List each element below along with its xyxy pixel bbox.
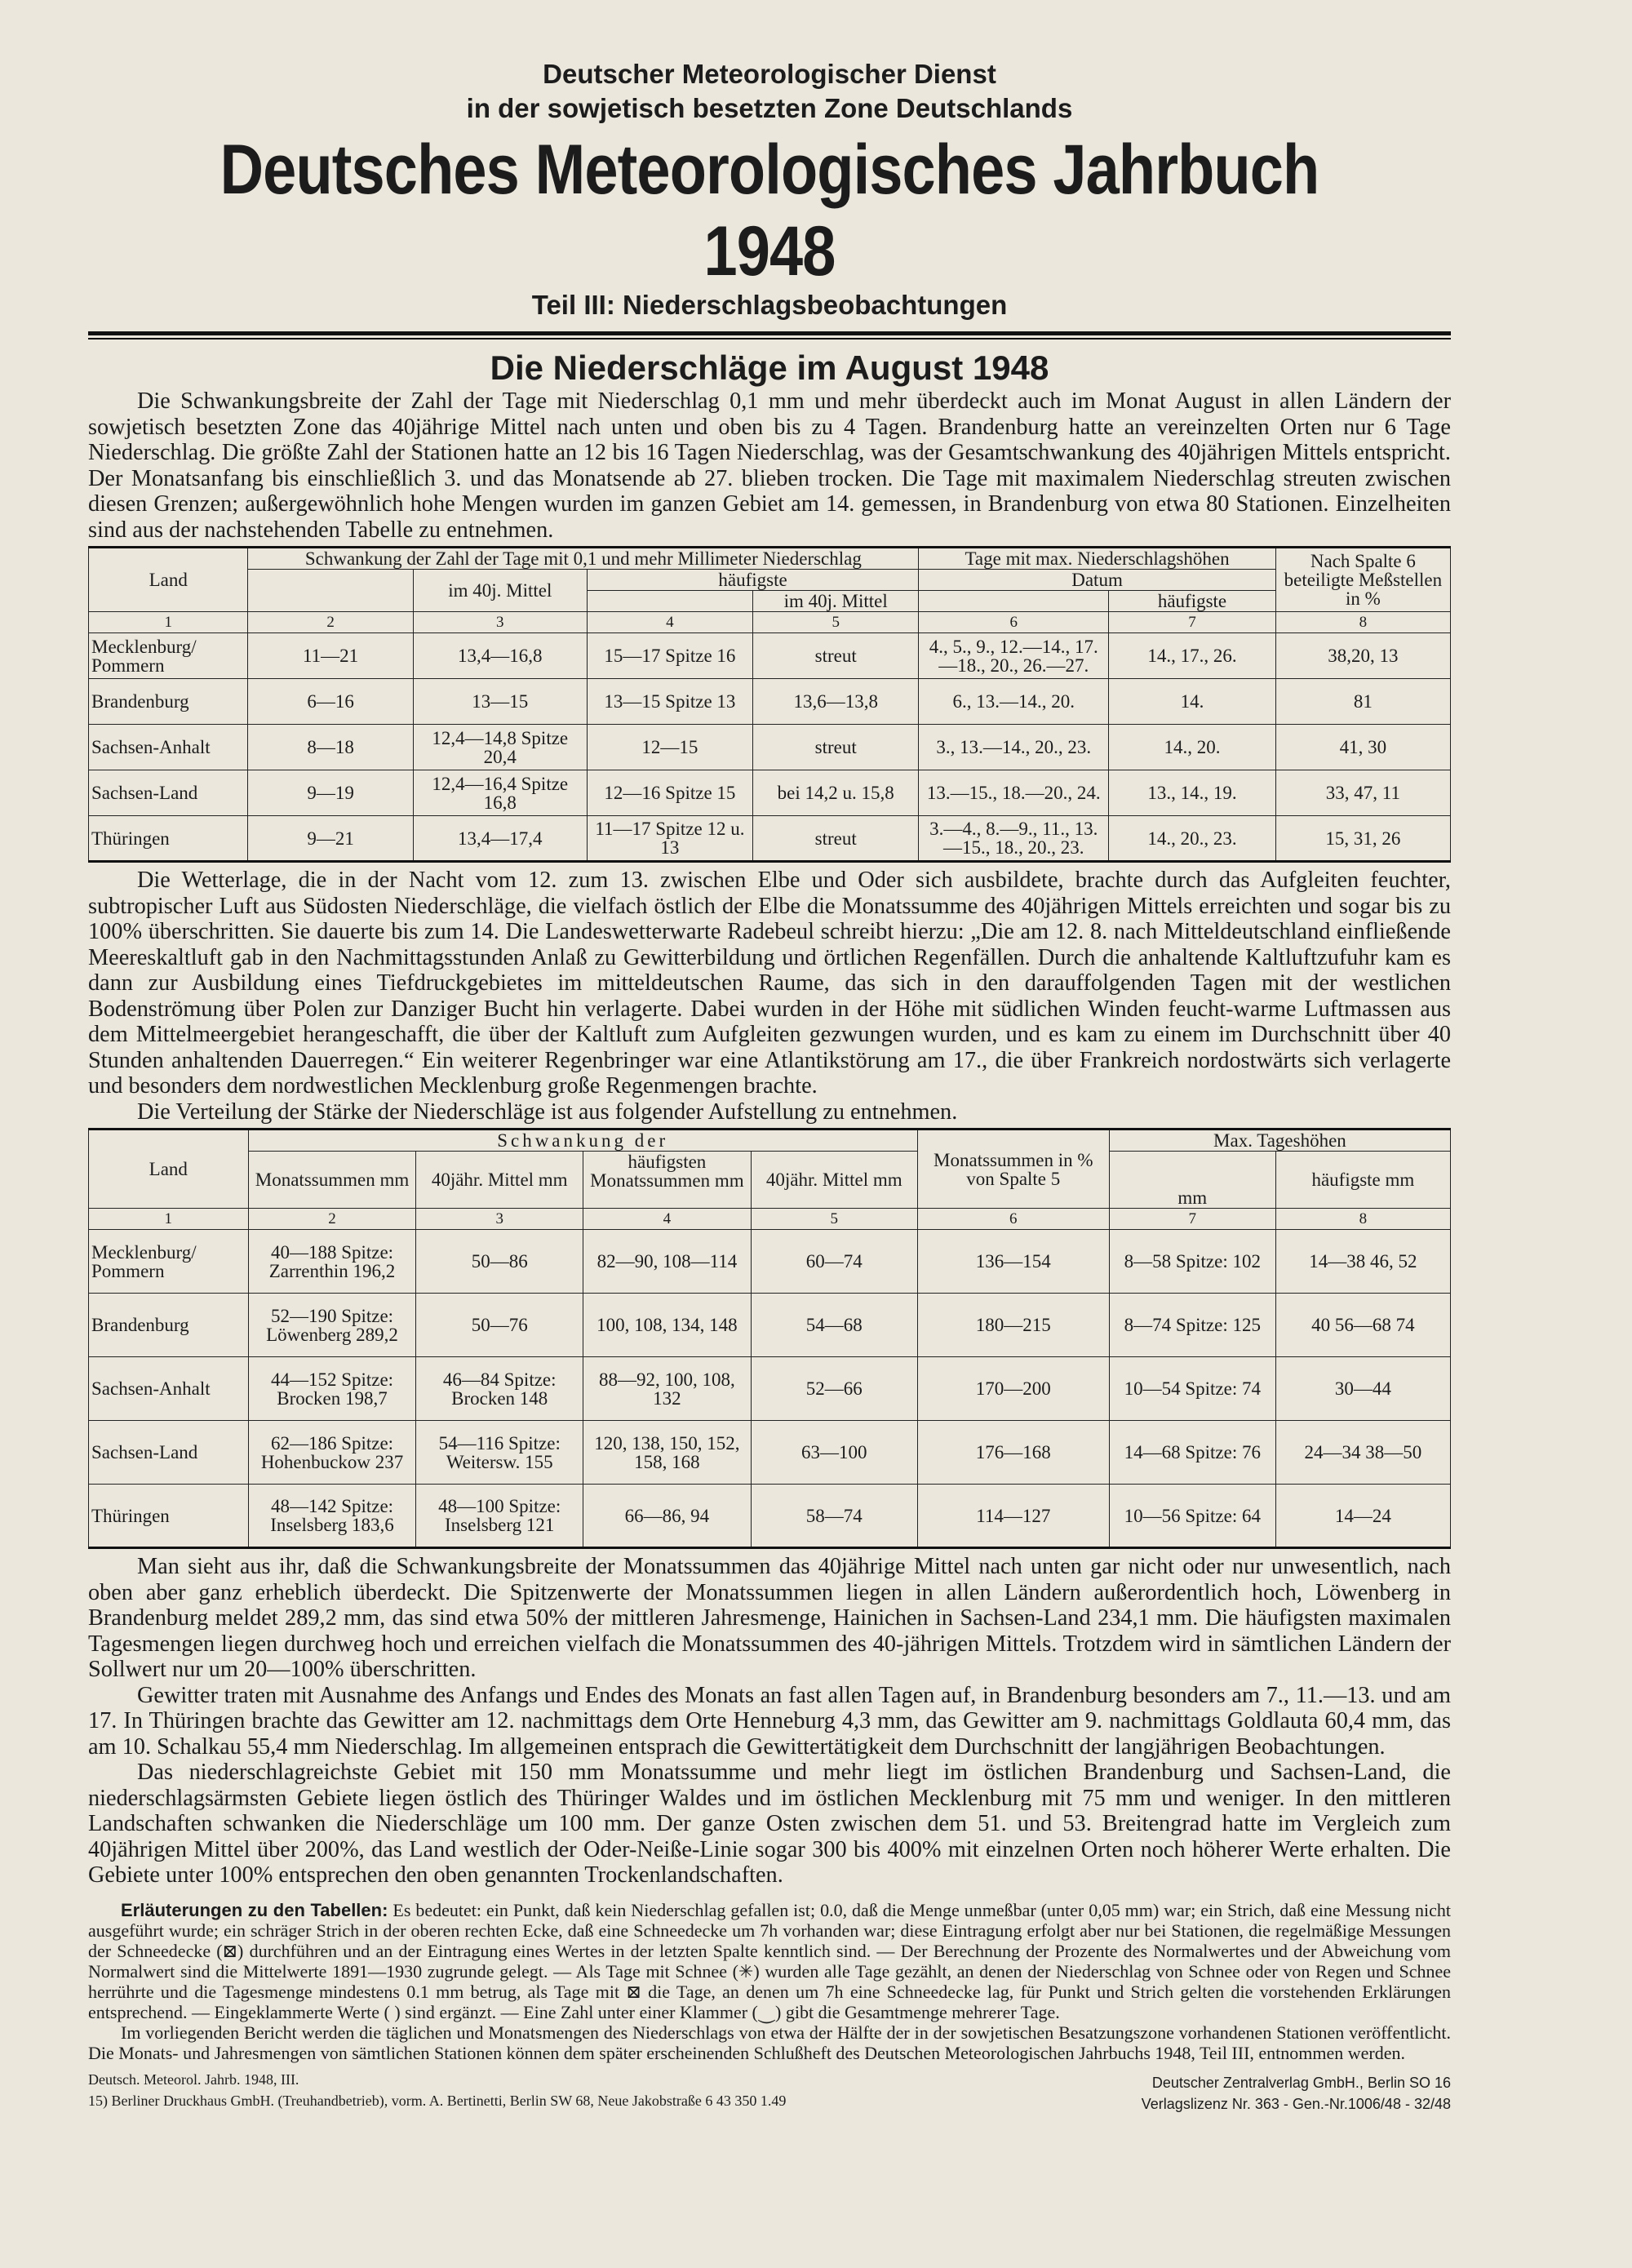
row-land: Mecklenburg/ Pommern	[89, 1230, 249, 1294]
table-row	[89, 725, 1451, 770]
notes-block	[88, 1900, 1451, 2063]
cell: 50—86	[416, 1230, 583, 1294]
cell: 54—116 Spitze: Weitersw. 155	[416, 1421, 583, 1485]
cell: 41, 30	[1275, 725, 1450, 770]
row-land: Sachsen-Land	[89, 1421, 249, 1485]
cell: 14., 17., 26.	[1109, 633, 1276, 679]
table2-colnum: 8	[1275, 1209, 1450, 1230]
cell: 54—68	[751, 1294, 917, 1357]
cell: 13,4—16,8	[413, 633, 587, 679]
table1-h-nach: Nach Spalte 6 beteiligte Meßstellen in %	[1275, 548, 1450, 612]
cell: 8—18	[248, 725, 413, 770]
notes-label: Erläuterungen zu den Tabellen:	[121, 1899, 388, 1920]
cell: 8—58 Spitze: 102	[1109, 1230, 1275, 1294]
table-row	[89, 679, 1451, 725]
cell: streut	[753, 633, 919, 679]
thunderstorm-paragraph: Gewitter traten mit Ausnahme des Anfangs und Endes des Monats an fast allen Tagen auf, in Brandenburg besonders am 7., 11.—13. und am 17. In Thüringen brachte das Gewitter am 12. nachmittags dem Orte Henneburg 4,3 mm, das Gewitter am 9. nachmittags Goldlauta 60,4 mm, das am 10. Schalkau 55,4 mm Niederschlag. Im allgemeinen entsprach die Gewittertätigkeit dem Durchschnitt der langjährigen Beobachtungen.	[88, 1682, 1451, 1760]
header-rule	[88, 331, 1451, 335]
cell: 6., 13.—14., 20.	[919, 679, 1109, 725]
cell: 3., 13.—14., 20., 23.	[919, 725, 1109, 770]
table2-h-schwankung: Schwankung der	[248, 1130, 917, 1152]
footer-right-1: Deutscher Zentralverlag GmbH., Berlin SO 16	[1151, 2074, 1451, 2091]
cell: 62—186 Spitze: Hohenbuckow 237	[248, 1421, 416, 1485]
cell: 4., 5., 9., 12.—14., 17.—18., 20., 26.—27.	[919, 633, 1109, 679]
table2-h-haeufigste-mm: häufigste mm	[1275, 1152, 1450, 1209]
cell: 58—74	[751, 1485, 917, 1548]
rain-days-table	[88, 546, 1451, 863]
cell: 88—92, 100, 108, 132	[583, 1357, 752, 1421]
cell: 38,20, 13	[1275, 633, 1450, 679]
table1-h-im40b: im 40j. Mittel	[753, 591, 919, 612]
cell: 40—188 Spitze: Zarrenthin 196,2	[248, 1230, 416, 1294]
cell: 24—34 38—50	[1275, 1421, 1450, 1485]
cell: 40 56—68 74	[1275, 1294, 1450, 1357]
table2-colnum: 4	[583, 1209, 752, 1230]
cell: 15, 31, 26	[1275, 816, 1450, 862]
cell: 14., 20., 23.	[1109, 816, 1276, 862]
cell: 12—15	[587, 725, 752, 770]
table2-h-haeufigsten: häufigsten	[628, 1152, 707, 1172]
header-rule-thin	[88, 338, 1451, 340]
document-page	[88, 57, 1451, 2128]
cell: 63—100	[751, 1421, 917, 1485]
table1-h-tage: Tage mit max. Niederschlagshöhen	[919, 548, 1275, 570]
cell: 9—19	[248, 770, 413, 816]
distribution-intro: Die Verteilung der Stärke der Niederschläge ist aus folgender Aufstellung zu entnehmen.	[137, 1098, 958, 1125]
table2-h-monat-h-label: Monatssummen mm	[590, 1170, 744, 1191]
cell: 13—15	[413, 679, 587, 725]
cell: 81	[1275, 679, 1450, 725]
institution-line-1: Deutscher Meteorologischer Dienst	[543, 59, 996, 89]
cell: 100, 108, 134, 148	[583, 1294, 752, 1357]
cell: 14—38 46, 52	[1275, 1230, 1450, 1294]
table2-h-40-h: 40jähr. Mittel mm	[751, 1152, 917, 1209]
intro-paragraph: Die Schwankungsbreite der Zahl der Tage mit Niederschlag 0,1 mm und mehr überdeckt auch im Monat August in allen Ländern der sowjetisch besetzten Zone das 40jährige Mittel nach unten und oben bis zu 4 Tagen. Brandenburg hatte an vereinzelten Orten nur 6 Tage Niederschlag. Die größte Zahl der Stationen hatte an 12 bis 16 Tagen Niederschlag, was der Gesamtschwankung des 40jährigen Mittels entspricht. Der Monatsanfang bis einschließlich 3. und das Monatsende ab 27. blieben trocken. Die Tage mit maximalem Niederschlag streuten zwischen diesen Grenzen; außergewöhnlich hohe Mengen wurden im ganzen Gebiet am 14. gemessen, in Brandenburg von etwa 80 Stationen. Einzelheiten sind aus der nachstehenden Tabelle zu entnehmen.	[88, 388, 1451, 543]
table1-header-row-1	[89, 548, 1451, 570]
table1-h-land: Land	[89, 548, 248, 612]
table2-h-mm: mm	[1109, 1152, 1275, 1209]
table2-h-40: 40jähr. Mittel mm	[416, 1152, 583, 1209]
cell: 15—17 Spitze 16	[587, 633, 752, 679]
table1-h-blank	[248, 570, 413, 612]
section-headline: Die Niederschläge im August 1948	[490, 348, 1049, 387]
cell: 114—127	[917, 1485, 1109, 1548]
cell: 52—190 Spitze: Löwenberg 289,2	[248, 1294, 416, 1357]
institution-line-2: in der sowjetisch besetzten Zone Deutschlands	[466, 93, 1073, 123]
cell: 120, 138, 150, 152, 158, 168	[583, 1421, 752, 1485]
cell: 6—16	[248, 679, 413, 725]
cell: 11—21	[248, 633, 413, 679]
cell: 82—90, 108—114	[583, 1230, 752, 1294]
table2-header-row-1	[89, 1130, 1451, 1152]
cell: 50—76	[416, 1294, 583, 1357]
cell: bei 14,2 u. 15,8	[753, 770, 919, 816]
table2-h-land: Land	[89, 1130, 249, 1209]
cell: 33, 47, 11	[1275, 770, 1450, 816]
regions-paragraph: Das niederschlagreichste Gebiet mit 150 mm Monatssumme und mehr liegt im östlichen Brandenburg und Sachsen-Land, die niederschlagsärmsten Gebiete liegen östlich des Thüringer Waldes und im östlichen Mecklenburg mit 75 mm und weniger. In den mittleren Landschaften schwanken die Niederschläge um 100 mm. Der ganze Osten zwischen dem 51. und 53. Breitengrad hatte im Vergleich zum 40jährigen Mittel über 200%, das Land westlich der Oder-Neiße-Linie sogar 300 bis 400% mit einzelnen Orten noch höherer Werte erhalten. Die Gebiete unter 100% entsprechen den oben genannten Trockenlandschaften.	[88, 1760, 1451, 1888]
table2-h-monat-h	[583, 1152, 752, 1209]
table-row	[89, 633, 1451, 679]
cell: 44—152 Spitze: Brocken 198,7	[248, 1357, 416, 1421]
row-land: Brandenburg	[89, 679, 248, 725]
table-row	[89, 816, 1451, 862]
cell: 10—54 Spitze: 74	[1109, 1357, 1275, 1421]
table1-colnum: 4	[587, 612, 752, 633]
table2-colnum-row	[89, 1209, 1451, 1230]
cell: 170—200	[917, 1357, 1109, 1421]
table-row	[89, 1230, 1451, 1294]
table2-colnum: 2	[248, 1209, 416, 1230]
table2-h-monat: Monatssummen mm	[248, 1152, 416, 1209]
table1-colnum: 5	[753, 612, 919, 633]
footer-right-2: Verlagslizenz Nr. 363 - Gen.-Nr.1006/48 - 32/48	[1141, 2095, 1451, 2112]
table1-h-im40: im 40j. Mittel	[413, 570, 587, 612]
table1-header-row-2	[89, 570, 1451, 591]
cell: 14.	[1109, 679, 1276, 725]
cell: 60—74	[751, 1230, 917, 1294]
table2-h-max: Max. Tageshöhen	[1109, 1130, 1450, 1152]
row-land: Sachsen-Anhalt	[89, 1357, 249, 1421]
weather-paragraph: Die Wetterlage, die in der Nacht vom 12. zum 13. zwischen Elbe und Oder sich ausbildete, brachte durch das Aufgleiten feuchter, subtropischer Luft aus Südosten Niederschläge, die vielfach östlich der Elbe die Monatssumme des 40jährigen Mittels erreichten und sogar bis zu 100% überschritten. Sie dauerte bis zum 14. Die Landeswetterwarte Radebeul schreibt hierzu: „Die am 12. 8. nach Mitteldeutschland einfließende Meereskaltluft gab in den Nachmittagsstunden Anlaß zu Gewitterbildung und örtlichen Regenfällen. Durch die anhaltende Kaltluftzufuhr kam es dann zur Ausbildung eines Tiefdruckgebietes im mitteldeutschen Raume, das sich in den darauffolgenden Tagen mit der westlichen Bodenströmung über Polen zur Danziger Bucht hin verlagerte. Dabei wurden in der Höhe mit südlichen Winden feucht-warme Luftmassen aus dem Mittelmeergebiet herangeschafft, die über der Kaltluft zum Aufgleiten gezwungen wurden, und es kam zu einem im Durchschnitt über 40 Stunden anhaltenden Dauerregen.“ Ein weiterer Regenbringer war eine Atlantikstörung am 17., die über Frankreich nordostwärts sich verlagerte und besonders dem nordwestlichen Mecklenburg große Regenmengen brachte.	[88, 868, 1451, 1098]
cell: 13—15 Spitze 13	[587, 679, 752, 725]
cell: 13.—15., 18.—20., 24.	[919, 770, 1109, 816]
table1-colnum: 6	[919, 612, 1109, 633]
table2-header-row-2	[89, 1152, 1451, 1209]
cell: 48—100 Spitze: Inselsberg 121	[416, 1485, 583, 1548]
table2-colnum: 5	[751, 1209, 917, 1230]
table2-colnum: 6	[917, 1209, 1109, 1230]
rain-amounts-table	[88, 1128, 1451, 1549]
table1-colnum: 3	[413, 612, 587, 633]
cell: 9—21	[248, 816, 413, 862]
cell: 176—168	[917, 1421, 1109, 1485]
table1-h-haeufigste-blank	[587, 591, 752, 612]
table1-colnum: 8	[1275, 612, 1450, 633]
yearbook-title: Deutsches Meteorologisches Jahrbuch 1948	[220, 131, 1319, 291]
notes-paragraph-2: Im vorliegenden Bericht werden die täglichen und Monatsmengen des Niederschlags von etwa der Hälfte der in der sowjetischen Besatzungszone vorhandenen Stationen veröffentlicht. Die Monats- und Jahresmengen von sämtlichen Stationen können dem später erscheinenden Schlußheft des Deutschen Meteorologischen Jahrbuchs 1948, Teil III, entnommen werden.	[88, 2022, 1451, 2063]
cell: 14—24	[1275, 1485, 1450, 1548]
table-row	[89, 1357, 1451, 1421]
table-row	[89, 1421, 1451, 1485]
cell: 10—56 Spitze: 64	[1109, 1485, 1275, 1548]
cell: 12,4—14,8 Spitze 20,4	[413, 725, 587, 770]
table2-colnum: 3	[416, 1209, 583, 1230]
cell: 180—215	[917, 1294, 1109, 1357]
table1-h-datum: Datum	[919, 570, 1275, 591]
cell: 48—142 Spitze: Inselsberg 183,6	[248, 1485, 416, 1548]
cell: 11—17 Spitze 12 u. 13	[587, 816, 752, 862]
cell: 30—44	[1275, 1357, 1450, 1421]
table1-colnum: 1	[89, 612, 248, 633]
row-land: Mecklenburg/ Pommern	[89, 633, 248, 679]
cell: 13., 14., 19.	[1109, 770, 1276, 816]
row-land: Brandenburg	[89, 1294, 249, 1357]
analysis-paragraph: Man sieht aus ihr, daß die Schwankungsbreite der Monatssummen das 40jährige Mittel nach unten gar nicht oder nur unwesentlich, nach oben aber ganz erheblich überdeckt. Die Spitzenwerte der Monatssummen liegen in allen Ländern außerordentlich hoch, Löwenberg in Brandenburg meldet 289,2 mm, das sind etwa 50% der mittleren Jahresmenge, Hainichen in Sachsen-Land 234,1 mm. Die häufigsten maximalen Tagesmengen liegen durchweg hoch und erreichen vielfach die Monatssummen des 40-jährigen Mittels. Trotzdem wird in sämtlichen Ländern der Sollwert nur um 20—100% überschritten.	[88, 1554, 1451, 1682]
cell: 14—68 Spitze: 76	[1109, 1421, 1275, 1485]
table2-colnum: 1	[89, 1209, 249, 1230]
footer-left-1: Deutsch. Meteorol. Jahrb. 1948, III.	[88, 2070, 299, 2088]
footer	[88, 2071, 1451, 2128]
row-land: Sachsen-Anhalt	[89, 725, 248, 770]
notes-paragraph	[88, 1900, 1451, 2022]
row-land: Thüringen	[89, 816, 248, 862]
cell: 13,6—13,8	[753, 679, 919, 725]
cell: 136—154	[917, 1230, 1109, 1294]
footer-left-2: 15) Berliner Druckhaus GmbH. (Treuhandbetrieb), vorm. A. Bertinetti, Berlin SW 68, Neue Jakobstraße 6 43 350 1.49	[88, 2092, 787, 2109]
cell: 13,4—17,4	[413, 816, 587, 862]
cell: 3.—4., 8.—9., 11., 13.—15., 18., 20., 23.	[919, 816, 1109, 862]
cell: 14., 20.	[1109, 725, 1276, 770]
table1-h-datum-blank	[919, 591, 1109, 612]
row-land: Thüringen	[89, 1485, 249, 1548]
cell: 66—86, 94	[583, 1485, 752, 1548]
cell: 52—66	[751, 1357, 917, 1421]
row-land: Sachsen-Land	[89, 770, 248, 816]
cell: streut	[753, 725, 919, 770]
table1-colnum: 2	[248, 612, 413, 633]
yearbook-subtitle: Teil III: Niederschlagsbeobachtungen	[531, 290, 1008, 320]
cell: 8—74 Spitze: 125	[1109, 1294, 1275, 1357]
cell: 12—16 Spitze 15	[587, 770, 752, 816]
cell: 46—84 Spitze: Brocken 148	[416, 1357, 583, 1421]
table1-colnum-row	[89, 612, 1451, 633]
cell: 12,4—16,4 Spitze 16,8	[413, 770, 587, 816]
cell: streut	[753, 816, 919, 862]
table1-h-schwankung: Schwankung der Zahl der Tage mit 0,1 und mehr Millimeter Niederschlag	[248, 548, 919, 570]
table1-colnum: 7	[1109, 612, 1276, 633]
table1-h-haeufigste: häufigste	[587, 570, 919, 591]
table-row	[89, 1294, 1451, 1357]
table2-colnum: 7	[1109, 1209, 1275, 1230]
table1-h-haeufigste2: häufigste	[1109, 591, 1276, 612]
table2-h-prozent: Monatssummen in % von Spalte 5	[917, 1130, 1109, 1209]
notes-text: Es bedeutet: ein Punkt, daß kein Niederschlag gefallen ist; 0.0, daß die Menge unmeßbar (unter 0,05 mm) war; ein Strich, daß eine Messung nicht ausgeführt wurde; ein schräger Strich in der oberen rechten Ecke, daß eine Schneedecke um 7h vorhanden war; diese Eintragung erfolgt aber nur bei Stationen, die regelmäßige Messungen der Schneedecke (⊠) durchführen und an der Eintragung eines Wertes in der letzten Spalte kenntlich sind. — Der Berechnung der Prozente des Normalwertes und der Abweichung vom Normalwert sind die Mittelwerte 1891—1930 zugrunde gelegt. — Als Tage mit Schnee (✳) wurden alle Tage gezählt, an denen der Niederschlag von Schnee oder von Regen und Schnee herrührte und die Tagesmenge mindestens 0.1 mm betrug, als Tage mit ⊠ die Tage, an denen um 7h eine Schneedecke lag, für Punkt und Strich gelten die vorstehenden Erklärungen entsprechend. — Eingeklammerte Werte ( ) sind ergänzt. — Eine Zahl unter einer Klammer (⏝) gibt die Gesamtmenge mehrerer Tage.	[88, 1899, 1451, 2022]
table-row	[89, 1485, 1451, 1548]
table-row	[89, 770, 1451, 816]
